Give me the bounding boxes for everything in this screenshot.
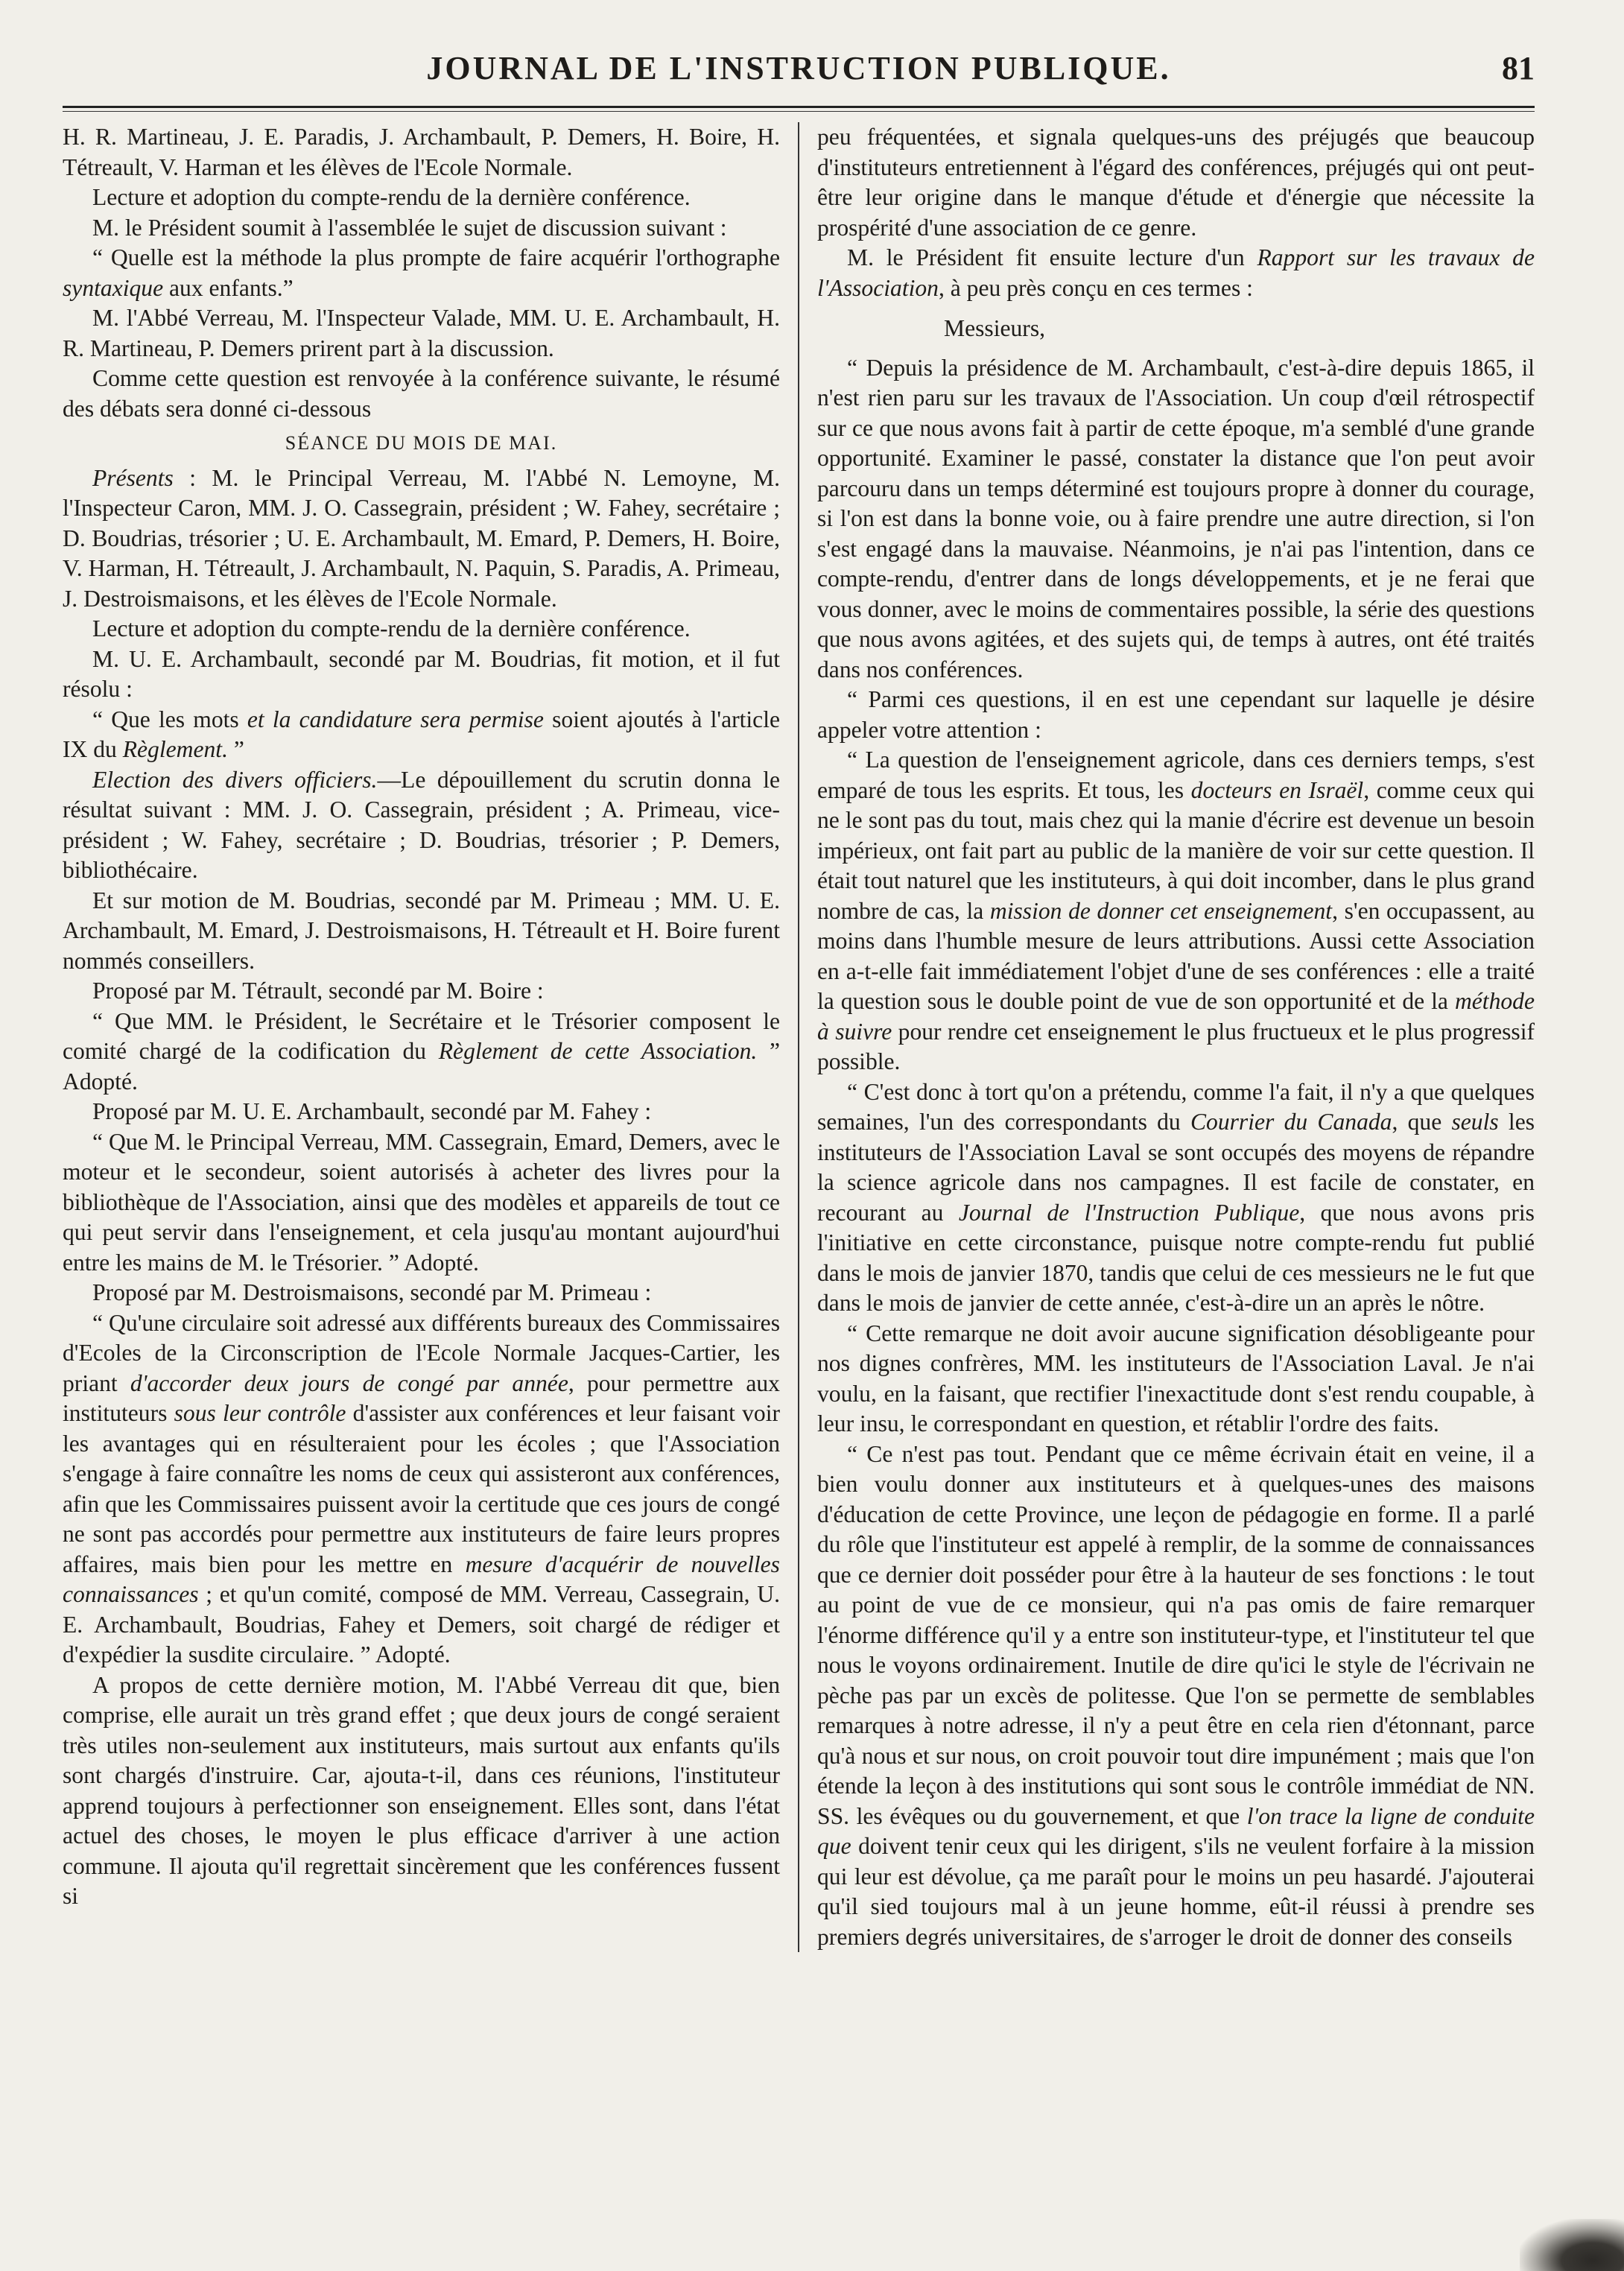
paragraph: H. R. Martineau, J. E. Paradis, J. Archambault, P. Demers, H. Boire, H. Tétreault, V. Harman et les élèves de l'Ecole Normale.: [63, 124, 780, 180]
paragraph: Lecture et adoption du compte-rendu de la dernière conférence.: [92, 184, 691, 210]
text-columns: [63, 122, 1535, 1952]
paragraph: “ Que MM. le Président, le Secrétaire et le Trésorier composent le comité chargé de la codification du Règlement de cette Association. ” Adopté.: [63, 1007, 781, 1095]
journal-title: JOURNAL DE L'INSTRUCTION PUBLIQUE.: [426, 50, 1171, 86]
paragraph: Proposé par M. Tétrault, secondé par M. Boire :: [92, 978, 544, 1004]
header-rule-thin: [63, 111, 1535, 112]
paragraph: “ Depuis la présidence de M. Archambault, c'est-à-dire depuis 1865, il n'est rien paru sur les travaux de l'Association. Un coup d'œil rétrospectif sur ce que nous avons fait à partir de cette époque, m'a semblé d'une grande opportunité. Examiner le passé, constater la distance que l'on peut avoir parcouru dans un temps déterminé est toujours propre à donner du courage, si l'on est dans la bonne voie, ou à faire prendre une autre direction, si l'on s'est engagé dans la mauvaise. Néanmoins, je n'ai pas l'intention, dans ce compte-rendu, d'entrer dans de longs développements, et je ne ferai que vous donner, avec le moins de commentaires possible, la série des questions que nous avons agitées, et des sujets qui, de temps à autres, ont été traités dans nos conférences.: [817, 354, 1535, 682]
paragraph: M. le Président fit ensuite lecture d'un Rapport sur les travaux de l'Association, à peu près conçu en ces termes :: [817, 244, 1535, 301]
paragraph: “ Quelle est la méthode la plus prompte de faire acquérir l'orthographe syntaxique aux enfants.”: [63, 244, 780, 301]
paragraph: “ Que les mots et la candidature sera permise soient ajoutés à l'article IX du Règlement. ”: [63, 706, 780, 762]
paragraph: Lecture et adoption du compte-rendu de la dernière conférence.: [92, 615, 691, 642]
paragraph: Présents : M. le Principal Verreau, M. l'Abbé N. Lemoyne, M. l'Inspecteur Caron, MM. J. O. Cassegrain, président ; W. Fahey, secrétaire ; D. Boudrias, trésorier ; U. E. Archambault, M. Emard, P. Demers, H. Boire, V. Harman, H. Tétreault, J. Archambault, N. Paquin, S. Paradis, A. Primeau, J. Destroismaisons, et les élèves de l'Ecole Normale.: [63, 464, 780, 612]
right-column: [798, 122, 1535, 1952]
paragraph: “ Ce n'est pas tout. Pendant que ce même écrivain était en veine, il a bien voulu donner aux instituteurs et à quelques-unes des maisons d'éducation de cette Province, une leçon de pédagogie en forme. Il a parlé du rôle que l'instituteur est appelé à remplir, de la somme de connaissances que ce dernier doit posséder pour être à la hauteur de ses fonctions : le tout au point de vue de ce monsieur, qui n'a pas omis de faire remarquer l'énorme différence qu'il y a entre son instituteur-type, et l'instituteur tel que nous le voyons ordinairement. Inutile de dire qu'ici le style de l'écrivain ne pèche pas par un excès de politesse. Que l'on se permette de semblables remarques à notre adresse, il n'y a peut être en cela rien d'étonnant, parce qu'à nous et sur nous, on croit pouvoir tout dire impunément ; mais que l'on étende la leçon à des institutions qui sont sous le contrôle immédiat de NN. SS. les évêques ou du gouvernement, et que l'on trace la ligne de conduite que doivent tenir ceux qui les dirigent, s'ils ne veulent forfaire à la mission qui leur est dévolue, ça me paraît pour le moins un peu hasardé. J'ajouterai qu'il sied toujours mal à un jeune homme, eût-il réussi à prendre ses premiers degrés universitaires, de s'arroger le droit de donner des conseils: [817, 1440, 1535, 1950]
section-heading: SÉANCE DU MOIS DE MAI.: [285, 432, 558, 454]
paragraph: Comme cette question est renvoyée à la conférence suivante, le résumé des débats sera donné ci-dessous: [63, 365, 780, 422]
paragraph: A propos de cette dernière motion, M. l'Abbé Verreau dit que, bien comprise, elle aurait un très grand effet ; que deux jours de congé seraient très utiles non-seulement aux instituteurs, mais surtout aux enfants qu'ils sont chargés d'instruire. Car, ajouta-t-il, dans ces réunions, l'instituteur apprend toujours à perfectionner son enseignement. Elles sont, dans l'état actuel des choses, le moyen le plus efficace d'arriver à une action commune. Il ajouta qu'il regrettait sincèrement que les conférences fussent si: [63, 1671, 780, 1909]
paragraph: “ Qu'une circulaire soit adressé aux différents bureaux des Commissaires d'Ecoles de la Circonscription de l'Ecole Normale Jacques-Cartier, les priant d'accorder deux jours de congé par année, pour permettre aux instituteurs sous leur contrôle d'assister aux conférences et leur faisant voir les avantages qui en résulteraient pour les écoles ; que l'Association s'engage à faire connaître les noms de ceux qui assisteront aux conférences, afin que les Commissaires puissent avoir la certitude que ces jours de congé ne sont pas accordés pour permettre aux instituteurs de faire leurs propres affaires, mais bien pour les mettre en mesure d'acquérir de nouvelles connaissances ; et qu'un comité, composé de MM. Verreau, Cassegrain, U. E. Archambault, Boudrias, Fahey et Demers, soit chargé de rédiger et d'expédier la susdite circulaire. ” Adopté.: [63, 1309, 780, 1667]
salutation: Messieurs,: [944, 315, 1046, 341]
paragraph: M. le Président soumit à l'assemblée le sujet de discussion suivant :: [92, 214, 727, 241]
paragraph: Election des divers officiers.—Le dépouillement du scrutin donna le résultat suivant : MM. J. O. Cassegrain, président ; A. Primeau, vice-président ; W. Fahey, secrétaire ; D. Boudrias, trésorier ; P. Demers, bibliothécaire.: [63, 766, 780, 883]
paragraph: Proposé par M. U. E. Archambault, secondé par M. Fahey :: [92, 1098, 652, 1124]
header-rule: [63, 106, 1535, 108]
paragraph: “ Parmi ces questions, il en est une cependant sur laquelle je désire appeler votre attention :: [817, 686, 1535, 743]
paragraph: Et sur motion de M. Boudrias, secondé par M. Primeau ; MM. U. E. Archambault, M. Emard, J. Destroismaisons, H. Tétreault et H. Boire furent nommés conseillers.: [63, 887, 780, 974]
paragraph: M. U. E. Archambault, secondé par M. Boudrias, fit motion, et il fut résolu :: [63, 645, 780, 702]
paragraph: “ Que M. le Principal Verreau, MM. Cassegrain, Emard, Demers, avec le moteur et le secondeur, soient autorisés à acheter des livres pour la bibliothèque de l'Association, ainsi que des modèles et appareils de tout ce qui peut servir dans l'enseignement, et cela jusqu'au montant aujourd'hui entre les mains de M. le Trésorier. ” Adopté.: [63, 1128, 780, 1276]
paragraph: “ C'est donc à tort qu'on a prétendu, comme l'a fait, il n'y a que quelques semaines, l'un des correspondants du Courrier du Canada, que seuls les instituteurs de l'Association Laval se sont occupés des moyens de répandre la science agricole dans nos campagnes. Il est facile de constater, en recourant au Journal de l'Instruction Publique, que nous avons pris l'initiative en cette circonstance, puisque notre compte-rendu fut publié dans le mois de janvier 1870, tandis que celui de ces messieurs ne le fut que dans le mois de janvier de cette année, c'est-à-dire un an après le nôtre.: [817, 1078, 1535, 1316]
paragraph: Proposé par M. Destroismaisons, secondé par M. Primeau :: [92, 1279, 652, 1305]
paragraph: M. l'Abbé Verreau, M. l'Inspecteur Valade, MM. U. E. Archambault, H. R. Martineau, P. Demers prirent part à la discussion.: [63, 305, 780, 361]
page-number: 81: [1502, 50, 1535, 86]
left-column: [63, 122, 798, 1952]
paragraph: “ La question de l'enseignement agricole, dans ces derniers temps, s'est emparé de tous les esprits. Et tous, les docteurs en Israël, comme ceux qui ne le sont pas du tout, mais chez qui la manie d'écrire est devenue un besoin impérieux, ont fait part au public de la manière de voir sur cette question. Il était tout naturel que les instituteurs, à qui doit incomber, dans le plus grand nombre de cas, la mission de donner cet enseignement, s'en occupassent, au moins dans l'humble mesure de leurs attributions. Aussi cette Association en a-t-elle fait immédiatement l'objet d'une de ses conférences : elle a traité la question sous le double point de vue de son opportunité et de la méthode à suivre pour rendre cet enseignement le plus fructueux et le plus progressif possible.: [817, 747, 1535, 1074]
paragraph: peu fréquentées, et signala quelques-uns des préjugés que beaucoup d'instituteurs entretiennent à l'égard des conférences, préjugés qui ont peut-être leur origine dans le manque d'étude et d'énergie que nécessite la prospérité d'une association de ce genre.: [817, 124, 1535, 241]
page-header: [63, 45, 1535, 97]
paragraph: “ Cette remarque ne doit avoir aucune signification désobligeante pour nos dignes confrères, MM. les instituteurs de l'Association Laval. Je n'ai voulu, en la faisant, que rectifier l'inexactitude dont s'est rendu coupable, à leur insu, le correspondant en question, et rétablir l'ordre des faits.: [817, 1320, 1535, 1437]
ink-smudge: [1520, 2219, 1624, 2271]
